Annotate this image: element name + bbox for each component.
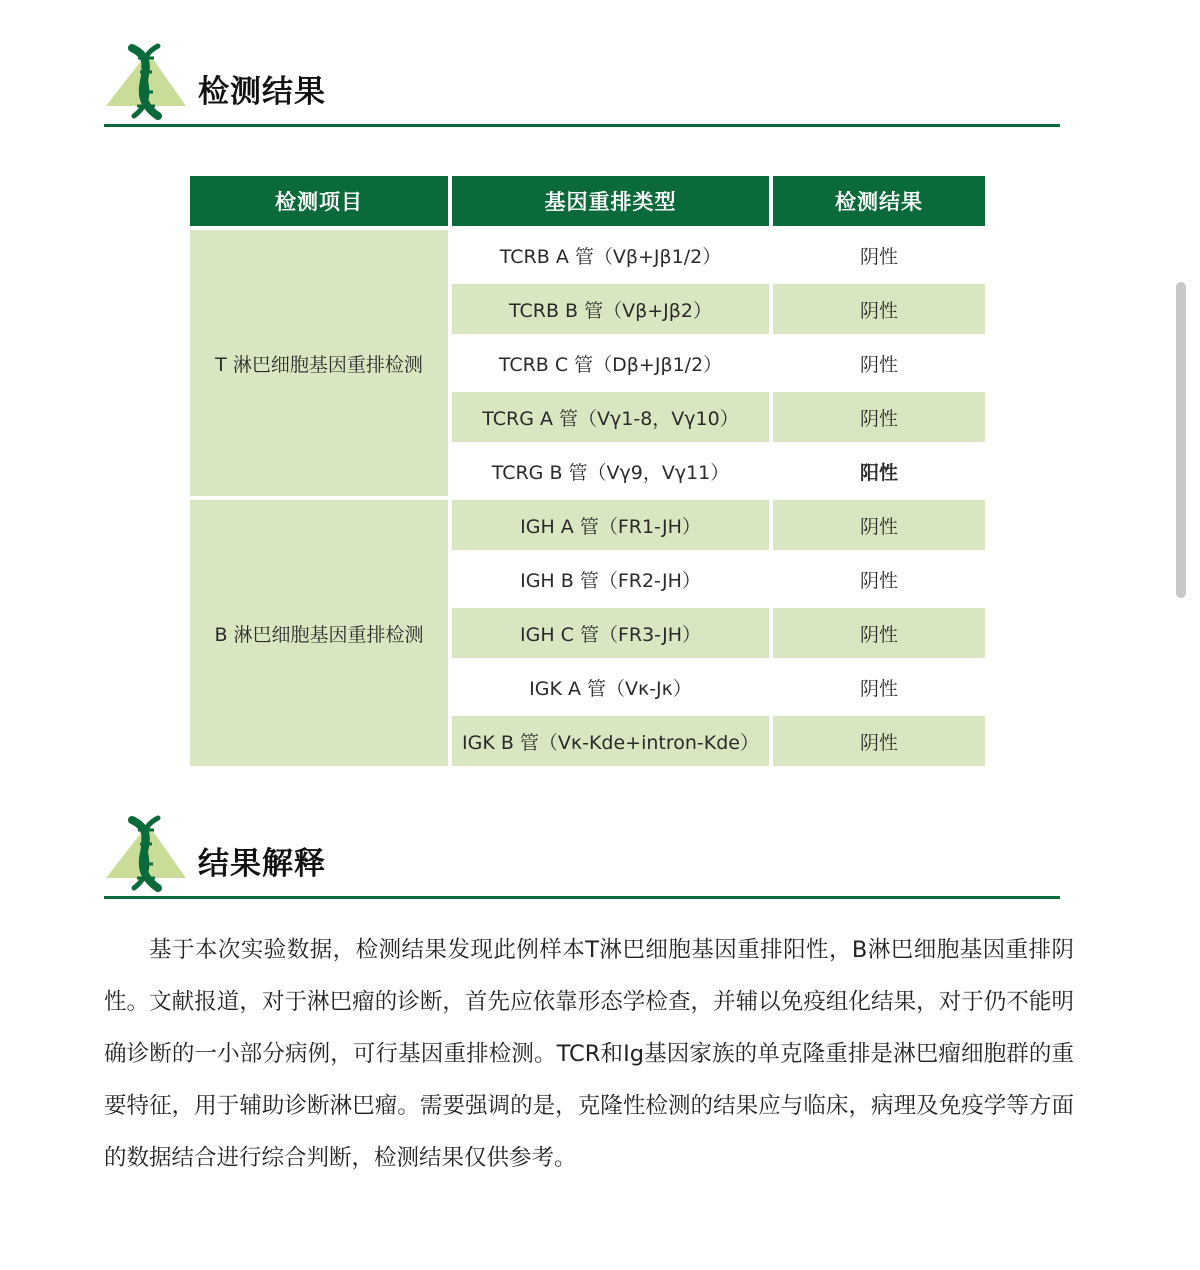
gene-cell: IGH C 管（FR3-JH）: [452, 608, 769, 658]
results-section-header: [104, 40, 1060, 130]
result-cell: 阴性: [859, 353, 898, 376]
dna-helix-icon: [104, 812, 188, 892]
interpretation-section-title: 结果解释: [198, 846, 326, 882]
header-rearrangement-type: 基因重排类型: [452, 176, 769, 226]
section-divider: [104, 896, 1060, 899]
result-cell: 阴性: [773, 284, 985, 334]
vertical-scrollbar[interactable]: [1176, 282, 1186, 598]
header-test-item: 检测项目: [190, 176, 448, 226]
table-row: [190, 500, 985, 550]
gene-cell: IGK A 管（Vκ-Jκ）: [529, 677, 692, 700]
gene-cell: TCRG B 管（Vγ9，Vγ11）: [491, 461, 730, 484]
category-b-cell: B 淋巴细胞基因重排检测: [190, 500, 448, 766]
result-cell: 阴性: [773, 500, 985, 550]
result-cell: 阴性: [773, 608, 985, 658]
table-header-row: [190, 176, 985, 226]
interpretation-paragraph: 基于本次实验数据，检测结果发现此例样本T淋巴细胞基因重排阳性，B淋巴细胞基因重排阴性。文献报道，对于淋巴瘤的诊断，首先应依靠形态学检查，并辅以免疫组化结果，对于仍不能明确诊断的一小部分病例，可行基因重排检测。TCR和Ig基因家族的单克隆重排是淋巴瘤细胞群的重要特征，用于辅助诊断淋巴瘤。需要强调的是，克隆性检测的结果应与临床，病理及免疫学等方面的数据结合进行综合判断，检测结果仅供参考。: [104, 937, 1074, 1171]
interpretation-section-header: [104, 812, 1060, 902]
gene-cell: TCRB C 管（Dβ+Jβ1/2）: [498, 353, 723, 376]
gene-cell: IGH A 管（FR1-JH）: [452, 500, 769, 550]
result-cell-positive: 阳性: [859, 461, 898, 484]
gene-cell: IGK B 管（Vκ-Kde+intron-Kde）: [452, 716, 769, 766]
result-cell: 阴性: [859, 677, 898, 700]
gene-cell: TCRB A 管（Vβ+Jβ1/2）: [499, 245, 722, 268]
results-table: [186, 172, 989, 770]
gene-cell: TCRB B 管（Vβ+Jβ2）: [452, 284, 769, 334]
dna-helix-icon: [104, 40, 188, 120]
result-cell: 阴性: [773, 716, 985, 766]
gene-cell: TCRG A 管（Vγ1-8，Vγ10）: [452, 392, 769, 442]
category-t-cell: T 淋巴细胞基因重排检测: [190, 230, 448, 496]
results-section-title: 检测结果: [198, 74, 326, 110]
section-divider: [104, 124, 1060, 127]
result-cell: 阴性: [773, 392, 985, 442]
table-row: [190, 230, 985, 280]
result-cell: 阴性: [859, 245, 898, 268]
result-cell: 阴性: [859, 569, 898, 592]
gene-cell: IGH B 管（FR2-JH）: [520, 569, 701, 592]
header-test-result: 检测结果: [773, 176, 985, 226]
